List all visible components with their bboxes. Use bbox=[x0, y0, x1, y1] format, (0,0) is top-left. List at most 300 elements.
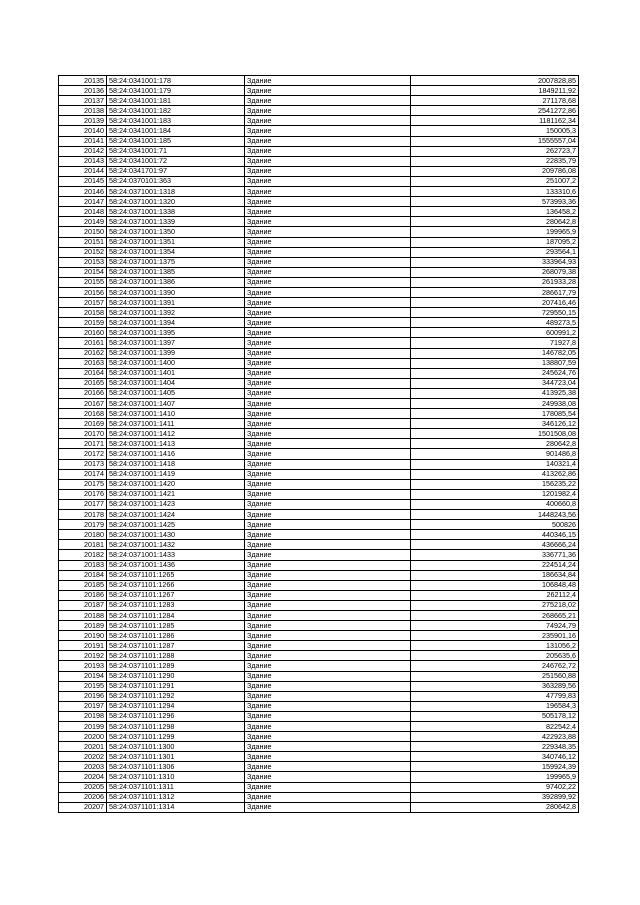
cadastral-number-cell: 58:24:0371001:1405 bbox=[107, 388, 245, 398]
row-number-cell: 20135 bbox=[59, 76, 107, 86]
cadastral-number-cell: 58:24:0370101:363 bbox=[107, 176, 245, 186]
object-type-cell: Здание bbox=[245, 530, 411, 540]
table-row bbox=[59, 368, 579, 378]
table-row bbox=[59, 802, 579, 812]
value-cell: 822542,4 bbox=[411, 722, 579, 732]
value-cell: 2007828,85 bbox=[411, 76, 579, 86]
value-cell: 150005,3 bbox=[411, 126, 579, 136]
object-type-cell: Здание bbox=[245, 732, 411, 742]
table-row bbox=[59, 96, 579, 106]
cadastral-number-cell: 58:24:0371101:1300 bbox=[107, 742, 245, 752]
value-cell: 1448243,56 bbox=[411, 510, 579, 520]
value-cell: 286617,79 bbox=[411, 287, 579, 297]
row-number-cell: 20166 bbox=[59, 388, 107, 398]
row-number-cell: 20153 bbox=[59, 257, 107, 267]
cadastral-number-cell: 58:24:0371101:1296 bbox=[107, 711, 245, 721]
row-number-cell: 20190 bbox=[59, 631, 107, 641]
table-row bbox=[59, 388, 579, 398]
value-cell: 156235,22 bbox=[411, 479, 579, 489]
object-type-cell: Здание bbox=[245, 600, 411, 610]
value-cell: 224514,24 bbox=[411, 560, 579, 570]
table-row bbox=[59, 449, 579, 459]
table-row bbox=[59, 792, 579, 802]
value-cell: 413262,86 bbox=[411, 469, 579, 479]
table-row bbox=[59, 247, 579, 257]
row-number-cell: 20170 bbox=[59, 429, 107, 439]
table-row bbox=[59, 520, 579, 530]
value-cell: 500826 bbox=[411, 520, 579, 530]
object-type-cell: Здание bbox=[245, 550, 411, 560]
cadastral-number-cell: 58:24:0341001:179 bbox=[107, 86, 245, 96]
value-cell: 133310,6 bbox=[411, 187, 579, 197]
table-row bbox=[59, 610, 579, 620]
value-cell: 600991,2 bbox=[411, 328, 579, 338]
table-row bbox=[59, 429, 579, 439]
row-number-cell: 20147 bbox=[59, 197, 107, 207]
object-type-cell: Здание bbox=[245, 621, 411, 631]
table-row bbox=[59, 378, 579, 388]
cadastral-number-cell: 58:24:0371001:1394 bbox=[107, 318, 245, 328]
row-number-cell: 20187 bbox=[59, 600, 107, 610]
row-number-cell: 20194 bbox=[59, 671, 107, 681]
row-number-cell: 20137 bbox=[59, 96, 107, 106]
object-type-cell: Здание bbox=[245, 338, 411, 348]
table-row bbox=[59, 358, 579, 368]
cadastral-number-cell: 58:24:0371001:1401 bbox=[107, 368, 245, 378]
registry-table-container bbox=[58, 75, 578, 813]
table-row bbox=[59, 560, 579, 570]
object-type-cell: Здание bbox=[245, 187, 411, 197]
row-number-cell: 20191 bbox=[59, 641, 107, 651]
row-number-cell: 20200 bbox=[59, 732, 107, 742]
value-cell: 71927,8 bbox=[411, 338, 579, 348]
row-number-cell: 20163 bbox=[59, 358, 107, 368]
value-cell: 138807,59 bbox=[411, 358, 579, 368]
object-type-cell: Здание bbox=[245, 499, 411, 509]
row-number-cell: 20139 bbox=[59, 116, 107, 126]
cadastral-number-cell: 58:24:0371101:1289 bbox=[107, 661, 245, 671]
table-row bbox=[59, 76, 579, 86]
row-number-cell: 20172 bbox=[59, 449, 107, 459]
table-row bbox=[59, 298, 579, 308]
registry-table-body bbox=[59, 76, 579, 813]
row-number-cell: 20183 bbox=[59, 560, 107, 570]
row-number-cell: 20206 bbox=[59, 792, 107, 802]
value-cell: 178085,54 bbox=[411, 409, 579, 419]
row-number-cell: 20158 bbox=[59, 308, 107, 318]
object-type-cell: Здание bbox=[245, 328, 411, 338]
table-row bbox=[59, 197, 579, 207]
object-type-cell: Здание bbox=[245, 146, 411, 156]
table-row bbox=[59, 499, 579, 509]
value-cell: 1849211,92 bbox=[411, 86, 579, 96]
row-number-cell: 20145 bbox=[59, 176, 107, 186]
table-row bbox=[59, 439, 579, 449]
object-type-cell: Здание bbox=[245, 762, 411, 772]
value-cell: 293564,1 bbox=[411, 247, 579, 257]
value-cell: 229348,35 bbox=[411, 742, 579, 752]
value-cell: 261933,28 bbox=[411, 277, 579, 287]
row-number-cell: 20184 bbox=[59, 570, 107, 580]
cadastral-number-cell: 58:24:0371101:1265 bbox=[107, 570, 245, 580]
row-number-cell: 20174 bbox=[59, 469, 107, 479]
row-number-cell: 20193 bbox=[59, 661, 107, 671]
object-type-cell: Здание bbox=[245, 449, 411, 459]
object-type-cell: Здание bbox=[245, 368, 411, 378]
row-number-cell: 20205 bbox=[59, 782, 107, 792]
table-row bbox=[59, 772, 579, 782]
table-row bbox=[59, 207, 579, 217]
row-number-cell: 20186 bbox=[59, 590, 107, 600]
value-cell: 344723,04 bbox=[411, 378, 579, 388]
cadastral-number-cell: 58:24:0371001:1423 bbox=[107, 499, 245, 509]
cadastral-number-cell: 58:24:0371101:1288 bbox=[107, 651, 245, 661]
object-type-cell: Здание bbox=[245, 701, 411, 711]
value-cell: 199965,9 bbox=[411, 772, 579, 782]
object-type-cell: Здание bbox=[245, 459, 411, 469]
object-type-cell: Здание bbox=[245, 419, 411, 429]
value-cell: 199965,9 bbox=[411, 227, 579, 237]
table-row bbox=[59, 691, 579, 701]
object-type-cell: Здание bbox=[245, 277, 411, 287]
value-cell: 47799,83 bbox=[411, 691, 579, 701]
cadastral-number-cell: 58:24:0341001:178 bbox=[107, 76, 245, 86]
row-number-cell: 20178 bbox=[59, 510, 107, 520]
table-row bbox=[59, 348, 579, 358]
cadastral-number-cell: 58:24:0371101:1311 bbox=[107, 782, 245, 792]
row-number-cell: 20169 bbox=[59, 419, 107, 429]
row-number-cell: 20152 bbox=[59, 247, 107, 257]
table-row bbox=[59, 338, 579, 348]
table-row bbox=[59, 409, 579, 419]
cadastral-number-cell: 58:24:0371001:1339 bbox=[107, 217, 245, 227]
cadastral-number-cell: 58:24:0371001:1432 bbox=[107, 540, 245, 550]
table-row bbox=[59, 267, 579, 277]
cadastral-number-cell: 58:24:0371001:1395 bbox=[107, 328, 245, 338]
value-cell: 106848,48 bbox=[411, 580, 579, 590]
value-cell: 140321,4 bbox=[411, 459, 579, 469]
table-row bbox=[59, 459, 579, 469]
object-type-cell: Здание bbox=[245, 792, 411, 802]
cadastral-number-cell: 58:24:0371001:1318 bbox=[107, 187, 245, 197]
cadastral-number-cell: 58:24:0371001:1433 bbox=[107, 550, 245, 560]
table-row bbox=[59, 590, 579, 600]
row-number-cell: 20142 bbox=[59, 146, 107, 156]
table-row bbox=[59, 711, 579, 721]
row-number-cell: 20140 bbox=[59, 126, 107, 136]
row-number-cell: 20182 bbox=[59, 550, 107, 560]
cadastral-number-cell: 58:24:0371101:1283 bbox=[107, 600, 245, 610]
row-number-cell: 20156 bbox=[59, 287, 107, 297]
table-row bbox=[59, 106, 579, 116]
value-cell: 363289,56 bbox=[411, 681, 579, 691]
cadastral-number-cell: 58:24:0341001:72 bbox=[107, 156, 245, 166]
value-cell: 573993,36 bbox=[411, 197, 579, 207]
object-type-cell: Здание bbox=[245, 540, 411, 550]
value-cell: 280642,8 bbox=[411, 802, 579, 812]
value-cell: 440346,15 bbox=[411, 530, 579, 540]
value-cell: 262723,7 bbox=[411, 146, 579, 156]
object-type-cell: Здание bbox=[245, 782, 411, 792]
object-type-cell: Здание bbox=[245, 96, 411, 106]
object-type-cell: Здание bbox=[245, 742, 411, 752]
object-type-cell: Здание bbox=[245, 227, 411, 237]
table-row bbox=[59, 116, 579, 126]
row-number-cell: 20162 bbox=[59, 348, 107, 358]
cadastral-number-cell: 58:24:0371001:1436 bbox=[107, 560, 245, 570]
table-row bbox=[59, 752, 579, 762]
cadastral-number-cell: 58:24:0371001:1425 bbox=[107, 520, 245, 530]
cadastral-number-cell: 58:24:0371101:1290 bbox=[107, 671, 245, 681]
value-cell: 333964,93 bbox=[411, 257, 579, 267]
object-type-cell: Здание bbox=[245, 388, 411, 398]
value-cell: 97402,22 bbox=[411, 782, 579, 792]
cadastral-number-cell: 58:24:0371001:1420 bbox=[107, 479, 245, 489]
row-number-cell: 20159 bbox=[59, 318, 107, 328]
table-row bbox=[59, 661, 579, 671]
table-row bbox=[59, 570, 579, 580]
row-number-cell: 20189 bbox=[59, 621, 107, 631]
value-cell: 74924,79 bbox=[411, 621, 579, 631]
cadastral-number-cell: 58:24:0371001:1399 bbox=[107, 348, 245, 358]
cadastral-number-cell: 58:24:0371001:1386 bbox=[107, 277, 245, 287]
cadastral-number-cell: 58:24:0371001:1404 bbox=[107, 378, 245, 388]
table-row bbox=[59, 277, 579, 287]
table-row bbox=[59, 641, 579, 651]
cadastral-number-cell: 58:24:0371101:1285 bbox=[107, 621, 245, 631]
table-row bbox=[59, 166, 579, 176]
object-type-cell: Здание bbox=[245, 752, 411, 762]
row-number-cell: 20161 bbox=[59, 338, 107, 348]
row-number-cell: 20144 bbox=[59, 166, 107, 176]
table-row bbox=[59, 328, 579, 338]
table-row bbox=[59, 742, 579, 752]
object-type-cell: Здание bbox=[245, 136, 411, 146]
value-cell: 271178,68 bbox=[411, 96, 579, 106]
object-type-cell: Здание bbox=[245, 671, 411, 681]
row-number-cell: 20176 bbox=[59, 489, 107, 499]
object-type-cell: Здание bbox=[245, 711, 411, 721]
row-number-cell: 20195 bbox=[59, 681, 107, 691]
cadastral-number-cell: 58:24:0371101:1298 bbox=[107, 722, 245, 732]
cadastral-number-cell: 58:24:0371001:1385 bbox=[107, 267, 245, 277]
cadastral-number-cell: 58:24:0371101:1301 bbox=[107, 752, 245, 762]
cadastral-number-cell: 58:24:0371001:1412 bbox=[107, 429, 245, 439]
row-number-cell: 20199 bbox=[59, 722, 107, 732]
value-cell: 1201982,4 bbox=[411, 489, 579, 499]
table-row bbox=[59, 176, 579, 186]
row-number-cell: 20167 bbox=[59, 399, 107, 409]
table-row bbox=[59, 510, 579, 520]
value-cell: 251560,88 bbox=[411, 671, 579, 681]
row-number-cell: 20207 bbox=[59, 802, 107, 812]
object-type-cell: Здание bbox=[245, 197, 411, 207]
table-row bbox=[59, 308, 579, 318]
table-row bbox=[59, 217, 579, 227]
value-cell: 268079,38 bbox=[411, 267, 579, 277]
cadastral-number-cell: 58:24:0371001:1338 bbox=[107, 207, 245, 217]
value-cell: 413925,38 bbox=[411, 388, 579, 398]
value-cell: 235901,16 bbox=[411, 631, 579, 641]
value-cell: 209786,08 bbox=[411, 166, 579, 176]
table-row bbox=[59, 782, 579, 792]
value-cell: 280642,8 bbox=[411, 217, 579, 227]
value-cell: 249938,08 bbox=[411, 399, 579, 409]
cadastral-number-cell: 58:24:0371001:1407 bbox=[107, 399, 245, 409]
row-number-cell: 20138 bbox=[59, 106, 107, 116]
object-type-cell: Здание bbox=[245, 651, 411, 661]
cadastral-number-cell: 58:24:0371001:1354 bbox=[107, 247, 245, 257]
object-type-cell: Здание bbox=[245, 76, 411, 86]
cadastral-number-cell: 58:24:0341001:182 bbox=[107, 106, 245, 116]
cadastral-number-cell: 58:24:0371001:1419 bbox=[107, 469, 245, 479]
object-type-cell: Здание bbox=[245, 126, 411, 136]
row-number-cell: 20155 bbox=[59, 277, 107, 287]
table-row bbox=[59, 156, 579, 166]
object-type-cell: Здание bbox=[245, 590, 411, 600]
value-cell: 422923,88 bbox=[411, 732, 579, 742]
value-cell: 136458,2 bbox=[411, 207, 579, 217]
value-cell: 246762,72 bbox=[411, 661, 579, 671]
row-number-cell: 20168 bbox=[59, 409, 107, 419]
value-cell: 251007,2 bbox=[411, 176, 579, 186]
registry-table bbox=[58, 75, 579, 813]
cadastral-number-cell: 58:24:0371001:1411 bbox=[107, 419, 245, 429]
cadastral-number-cell: 58:24:0371001:1421 bbox=[107, 489, 245, 499]
value-cell: 187095,2 bbox=[411, 237, 579, 247]
table-row bbox=[59, 399, 579, 409]
value-cell: 262112,4 bbox=[411, 590, 579, 600]
value-cell: 1181162,34 bbox=[411, 116, 579, 126]
table-row bbox=[59, 136, 579, 146]
table-row bbox=[59, 762, 579, 772]
object-type-cell: Здание bbox=[245, 681, 411, 691]
row-number-cell: 20188 bbox=[59, 610, 107, 620]
table-row bbox=[59, 701, 579, 711]
object-type-cell: Здание bbox=[245, 257, 411, 267]
table-row bbox=[59, 479, 579, 489]
object-type-cell: Здание bbox=[245, 570, 411, 580]
object-type-cell: Здание bbox=[245, 106, 411, 116]
object-type-cell: Здание bbox=[245, 156, 411, 166]
cadastral-number-cell: 58:24:0371101:1286 bbox=[107, 631, 245, 641]
object-type-cell: Здание bbox=[245, 610, 411, 620]
cadastral-number-cell: 58:24:0341701:97 bbox=[107, 166, 245, 176]
table-row bbox=[59, 651, 579, 661]
table-row bbox=[59, 489, 579, 499]
value-cell: 245624,76 bbox=[411, 368, 579, 378]
value-cell: 275218,02 bbox=[411, 600, 579, 610]
object-type-cell: Здание bbox=[245, 298, 411, 308]
row-number-cell: 20185 bbox=[59, 580, 107, 590]
row-number-cell: 20154 bbox=[59, 267, 107, 277]
cadastral-number-cell: 58:24:0371101:1287 bbox=[107, 641, 245, 651]
cadastral-number-cell: 58:24:0371101:1312 bbox=[107, 792, 245, 802]
value-cell: 205635,6 bbox=[411, 651, 579, 661]
object-type-cell: Здание bbox=[245, 217, 411, 227]
row-number-cell: 20160 bbox=[59, 328, 107, 338]
object-type-cell: Здание bbox=[245, 86, 411, 96]
value-cell: 336771,36 bbox=[411, 550, 579, 560]
value-cell: 346126,12 bbox=[411, 419, 579, 429]
row-number-cell: 20143 bbox=[59, 156, 107, 166]
row-number-cell: 20196 bbox=[59, 691, 107, 701]
object-type-cell: Здание bbox=[245, 267, 411, 277]
table-row bbox=[59, 530, 579, 540]
cadastral-number-cell: 58:24:0371101:1267 bbox=[107, 590, 245, 600]
object-type-cell: Здание bbox=[245, 166, 411, 176]
table-row bbox=[59, 287, 579, 297]
row-number-cell: 20202 bbox=[59, 752, 107, 762]
value-cell: 340746,12 bbox=[411, 752, 579, 762]
value-cell: 901486,8 bbox=[411, 449, 579, 459]
object-type-cell: Здание bbox=[245, 802, 411, 812]
cadastral-number-cell: 58:24:0341001:183 bbox=[107, 116, 245, 126]
row-number-cell: 20165 bbox=[59, 378, 107, 388]
object-type-cell: Здание bbox=[245, 409, 411, 419]
object-type-cell: Здание bbox=[245, 247, 411, 257]
cadastral-number-cell: 58:24:0371001:1418 bbox=[107, 459, 245, 469]
table-row bbox=[59, 318, 579, 328]
value-cell: 280642,8 bbox=[411, 439, 579, 449]
cadastral-number-cell: 58:24:0371001:1397 bbox=[107, 338, 245, 348]
table-row bbox=[59, 671, 579, 681]
row-number-cell: 20146 bbox=[59, 187, 107, 197]
cadastral-number-cell: 58:24:0371001:1351 bbox=[107, 237, 245, 247]
table-row bbox=[59, 227, 579, 237]
cadastral-number-cell: 58:24:0371101:1314 bbox=[107, 802, 245, 812]
table-row bbox=[59, 257, 579, 267]
object-type-cell: Здание bbox=[245, 661, 411, 671]
object-type-cell: Здание bbox=[245, 358, 411, 368]
object-type-cell: Здание bbox=[245, 580, 411, 590]
value-cell: 400660,8 bbox=[411, 499, 579, 509]
value-cell: 268665,21 bbox=[411, 610, 579, 620]
row-number-cell: 20204 bbox=[59, 772, 107, 782]
table-row bbox=[59, 550, 579, 560]
row-number-cell: 20181 bbox=[59, 540, 107, 550]
object-type-cell: Здание bbox=[245, 237, 411, 247]
cadastral-number-cell: 58:24:0371001:1391 bbox=[107, 298, 245, 308]
value-cell: 196584,3 bbox=[411, 701, 579, 711]
cadastral-number-cell: 58:24:0341001:71 bbox=[107, 146, 245, 156]
object-type-cell: Здание bbox=[245, 560, 411, 570]
table-row bbox=[59, 732, 579, 742]
value-cell: 729550,15 bbox=[411, 308, 579, 318]
row-number-cell: 20148 bbox=[59, 207, 107, 217]
object-type-cell: Здание bbox=[245, 489, 411, 499]
value-cell: 22835,79 bbox=[411, 156, 579, 166]
object-type-cell: Здание bbox=[245, 287, 411, 297]
cadastral-number-cell: 58:24:0371101:1284 bbox=[107, 610, 245, 620]
value-cell: 436666,24 bbox=[411, 540, 579, 550]
table-row bbox=[59, 146, 579, 156]
table-row bbox=[59, 600, 579, 610]
value-cell: 505178,12 bbox=[411, 711, 579, 721]
row-number-cell: 20197 bbox=[59, 701, 107, 711]
row-number-cell: 20177 bbox=[59, 499, 107, 509]
value-cell: 146782,05 bbox=[411, 348, 579, 358]
cadastral-number-cell: 58:24:0371101:1294 bbox=[107, 701, 245, 711]
table-row bbox=[59, 469, 579, 479]
table-row bbox=[59, 621, 579, 631]
object-type-cell: Здание bbox=[245, 176, 411, 186]
cadastral-number-cell: 58:24:0371001:1413 bbox=[107, 439, 245, 449]
object-type-cell: Здание bbox=[245, 772, 411, 782]
cadastral-number-cell: 58:24:0371001:1430 bbox=[107, 530, 245, 540]
row-number-cell: 20150 bbox=[59, 227, 107, 237]
object-type-cell: Здание bbox=[245, 116, 411, 126]
